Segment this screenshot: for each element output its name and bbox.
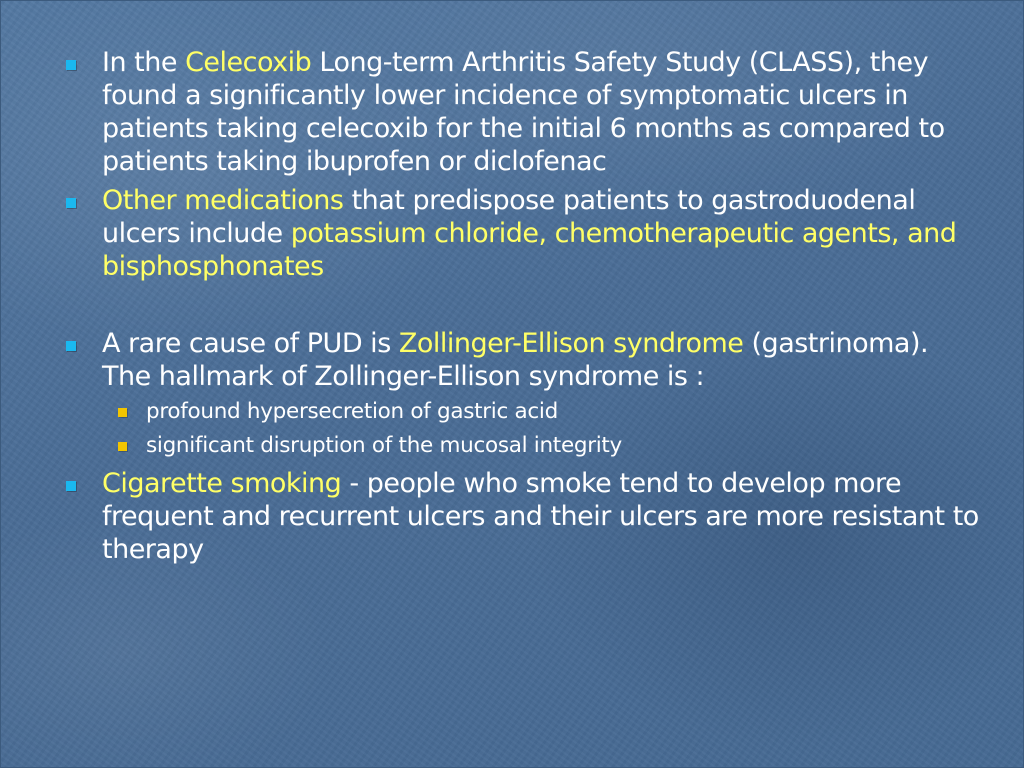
highlight-medication-list: potassium chloride, chemotherapeutic agents, and bisphosphonates [102, 218, 957, 282]
subbullet-text: significant disruption of the mucosal integrity [146, 433, 622, 458]
highlight-cigarette-smoking: Cigarette smoking [102, 468, 342, 499]
slide-body [62, 46, 982, 566]
subbullet-text: profound hypersecretion of gastric acid [146, 399, 558, 424]
bullet-class-study [62, 46, 982, 178]
highlight-other-medications: Other medications [102, 185, 344, 216]
bullet-square-icon [66, 481, 76, 491]
subbullet-mucosal-disruption [62, 429, 982, 463]
bullet-square-icon [66, 198, 76, 208]
highlight-celecoxib: Celecoxib [185, 47, 312, 78]
bullet-text: A rare cause of PUD is [102, 328, 399, 359]
bullet-text: (gastrinoma). The hallmark of Zollinger-Ellison syndrome is : [102, 328, 929, 392]
bullet-square-icon [66, 341, 76, 351]
bullet-other-medications [62, 184, 982, 283]
bullet-text: In the [102, 47, 186, 78]
subbullet-hypersecretion [62, 395, 982, 429]
highlight-zollinger-ellison: Zollinger-Ellison syndrome [398, 328, 744, 359]
bullet-text: - people who smoke tend to develop more frequent and recurrent ulcers and their ulcers are more resistant to therapy [102, 468, 979, 565]
sub-bullet-square-icon [118, 442, 127, 451]
bullet-text: that predispose patients to gastroduodenal ulcers include [102, 185, 916, 249]
bullet-cigarette-smoking [62, 467, 982, 566]
sub-bullet-square-icon [118, 408, 127, 417]
bullet-square-icon [66, 60, 76, 70]
bullet-zollinger-ellison [62, 327, 982, 393]
bullet-text: Long-term Arthritis Safety Study (CLASS), they found a significantly lower incidence of symptomatic ulcers in patients taking celecoxib for the initial 6 months as compared to patients taking ibuprofen or diclofenac [102, 47, 945, 177]
